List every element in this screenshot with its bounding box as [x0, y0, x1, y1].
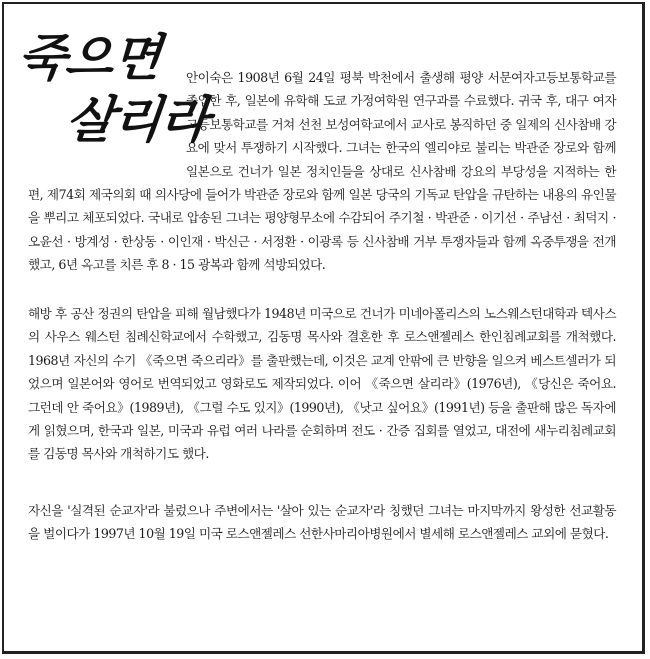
paragraph-2-text: 해방 후 공산 정권의 탄압을 피해 월남했다가 1948년 미국으로 건너가 미네아폴리스의 노스웨스턴대학과 텍사스의 사우스 웨스턴 침례신학교에서 수학했고, 김동명 목사와 결혼한 후 로스앤젤레스 한인침례교회를 개척했다. 1968년 자신의 수기 《죽으면 죽으리라》를 출판했는데, 이것은 교계 안팎에 큰 반향을 일으켜 베스트셀러가 되었으며 일본어와 영어로 번역되었고 영화로도 제작되었다. 이어 《죽으면 살리라》(1976년), 《당신은 죽어요. 그런데 안 죽어요》(1989년), 《그럴 수도 있지》(1990년), 《낫고 싶어요》(1991년) 등을 출판해 많은 독자에게 읽혔으며, 한국과 일본, 미국과 유럽 여러 나라를 순회하며 전도 · 간증 집회를 열었고, 대전에 새누리침례교회를 김동명 목사와 개척하기도 했다.: [28, 306, 616, 462]
biography-paragraph-1: [28, 66, 616, 277]
paragraph-3-text: 자신을 '실격된 순교자'라 불렀으나 주변에서는 '살아 있는 순교자'라 칭했던 그녀는 마지막까지 왕성한 선교활동을 벌이다가 1997년 10월 19일 미국 로스앤젤레스 선한사마리아병원에서 별세해 로스앤젤레스 교외에 묻혔다.: [28, 503, 616, 542]
title-float-space: [28, 66, 186, 160]
paragraph-1-text: 안이숙은 1908년 6월 24일 평북 박천에서 출생해 평양 서문여자고등보통학교를 졸업한 후, 일본에 유학해 도쿄 가정여학원 연구과를 수료했다. 귀국 후, 대구 여자고등보통학교를 거쳐 선천 보성여학교에서 교사로 봉직하던 중 일제의 신사참배 강요에 맞서 투쟁하기 시작했다. 그녀는 한국의 엘리야로 불리는 박관준 장로와 함께 일본으로 건너가 일본 정치인들을 상대로 신사참배 강요의 부당성을 지적하는 한편, 제74회 제국의회 때 의사당에 들어가 박관준 장로와 함께 일본 당국의 기독교 탄압을 규탄하는 내용의 유인물을 뿌리고 체포되었다. 국내로 압송된 그녀는 평양형무소에 수감되어 주기철 · 박관준 · 이기선 · 주남선 · 최덕지 · 오윤선 · 방계성 · 한상동 · 이인재 · 박신근 · 서정환 · 이광록 등 신사참배 거부 투쟁자들과 함께 옥중투쟁을 전개했고, 6년 옥고를 치른 후 8 · 15 광복과 함께 석방되었다.: [28, 70, 616, 273]
title-line-2: 살리라: [62, 91, 211, 149]
title-line-1: 죽으면: [14, 29, 163, 87]
biography-paragraph-2: [28, 302, 616, 466]
biography-paragraph-3: [28, 499, 616, 546]
